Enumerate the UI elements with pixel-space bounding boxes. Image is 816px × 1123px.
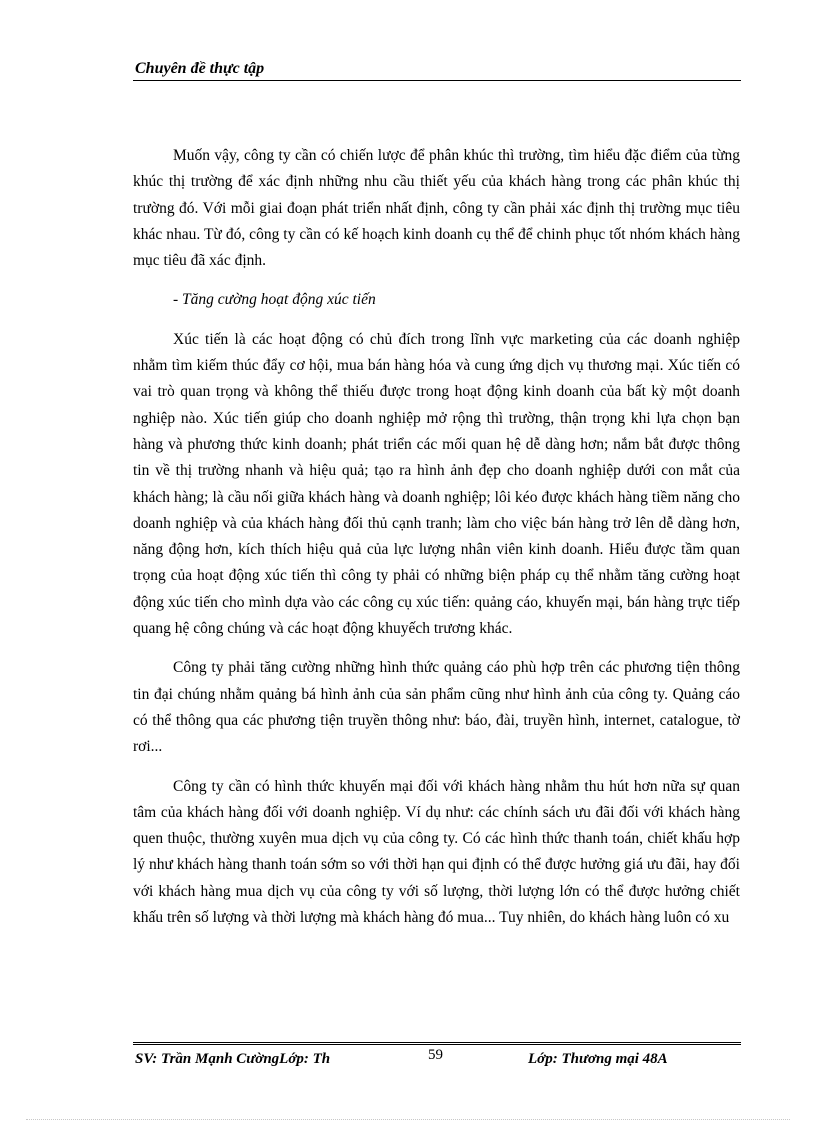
paragraph: Xúc tiến là các hoạt động có chủ đích trong lĩnh vực marketing của các doanh nghiệp nhằm tìm kiếm thúc đẩy cơ hội, mua bán hàng hóa và cung ứng dịch vụ thương mại. Xúc tiến có vai trò quan trọng và không thể thiếu được trong hoạt động kinh doanh của bất kỳ một doanh nghiệp nào. Xúc tiến giúp cho doanh nghiệp mở rộng thì trường, thận trọng khi lựa chọn bạn hàng và phương thức kinh doanh; phát triển các mối quan hệ dễ dàng hơn; nắm bắt được thông tin về thị trường nhanh và hiệu quả; tạo ra hình ảnh đẹp cho doanh nghiệp dưới con mắt của khách hàng; là cầu nối giữa khách hàng và doanh nghiệp; lôi kéo được khách hàng tiềm năng cho doanh nghiệp và của khách hàng đối thủ cạnh tranh; làm cho việc bán hàng trở lên dễ dàng hơn, năng động hơn, kích thích hiệu quả của lực lượng nhân viên kinh doanh. Hiểu được tầm quan trọng của hoạt động xúc tiến thì công ty phải có những biện pháp cụ thể nhằm tăng cường hoạt động xúc tiến cho mình dựa vào các công cụ xúc tiến: quảng cáo, khuyến mại, bán hàng trực tiếp quang hệ công chúng và các hoạt động khuyếch trương khác. — [133, 330, 740, 638]
footer-student: SV: Trần Mạnh CườngLớp: Th — [135, 1051, 331, 1067]
paragraph: Muốn vậy, công ty cần có chiến lược để phân khúc thì trường, tìm hiểu đặc điểm của từng khúc thị trường để xác định những nhu cầu thiết yếu của khách hàng trong các phân khúc thị trường đó. Với mỗi giai đoạn phát triển nhất định, công ty cần phải xác định thị trường mục tiêu khác nhau. Từ đó, công ty cần có kế hoạch kinh doanh cụ thể để chinh phục tốt nhóm khách hàng mục tiêu đã xác định. — [133, 147, 740, 270]
paragraph: Công ty cần có hình thức khuyến mại đối với khách hàng nhằm thu hút hơn nữa sự quan tâm của khách hàng đối với doanh nghiệp. Ví dụ như: các chính sách ưu đãi đối với khách hàng quen thuộc, thường xuyên mua dịch vụ của công ty. Có các hình thức thanh toán, chiết khấu hợp lý như khách hàng thanh toán sớm so với thời hạn qui định có thể được hưởng giá ưu đãi, hay đối với khách hàng mua dịch vụ của công ty với số lượng, thời lượng lớn có thể được hưởng chiết khấu trên số lượng và thời lượng mà khách hàng đó mua... Tuy nhiên, do khách hàng luôn có xu — [133, 777, 740, 927]
page-body — [133, 143, 740, 944]
section-heading: - Tăng cường hoạt động xúc tiến — [173, 291, 376, 309]
page-header — [133, 56, 741, 81]
footer-class: Lớp: Thương mại 48A — [528, 1051, 668, 1067]
page-number: 59 — [428, 1047, 443, 1063]
page-footer — [133, 1042, 741, 1079]
page-edge-divider — [26, 1119, 790, 1120]
header-title: Chuyên đề thực tập — [135, 60, 265, 77]
paragraph: Công ty phải tăng cường những hình thức quảng cáo phù hợp trên các phương tiện thông tin đại chúng nhằm quảng bá hình ảnh của sản phẩm cũng như hình ảnh của công ty. Quảng cáo có thể thông qua các phương tiện truyền thông như: báo, đài, truyền hình, internet, catalogue, tờ rơi... — [133, 659, 740, 756]
